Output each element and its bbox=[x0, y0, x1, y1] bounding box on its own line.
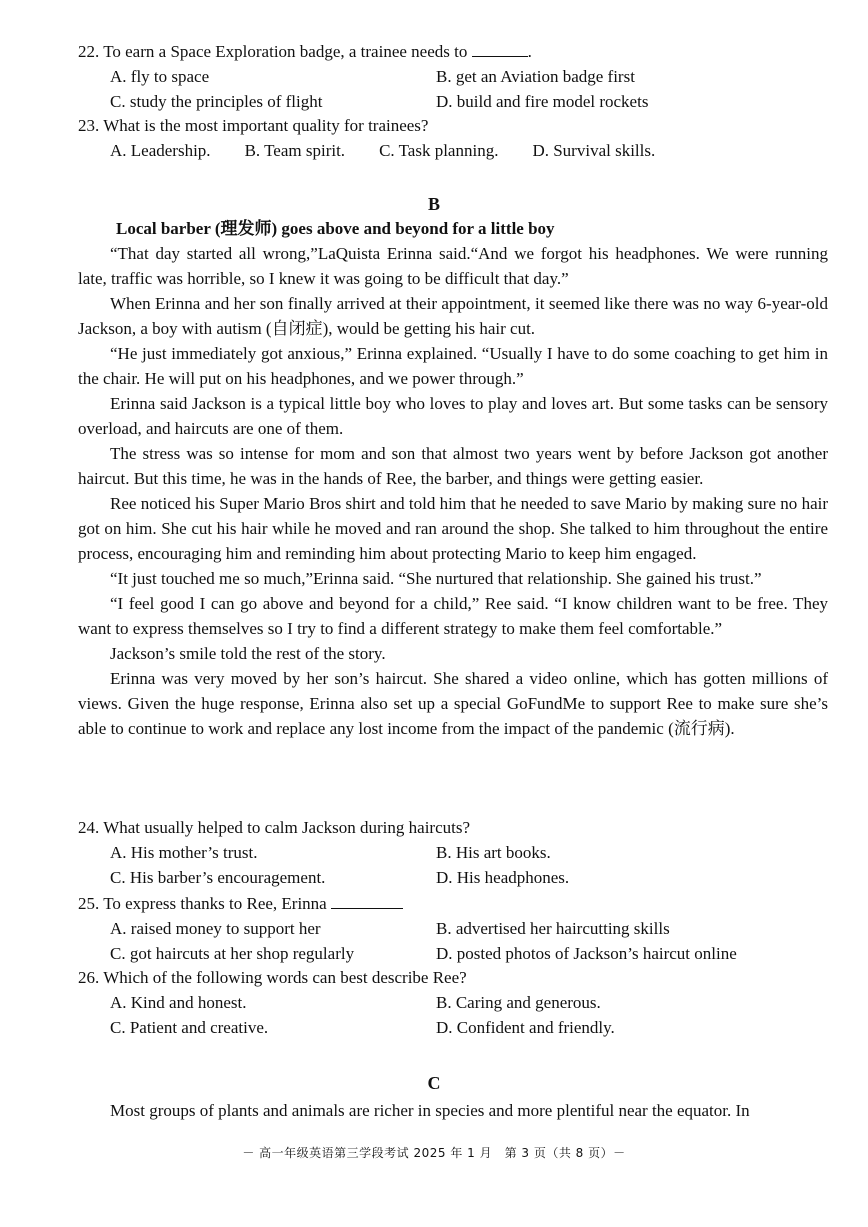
option-a: A. Leadership. bbox=[110, 141, 211, 160]
question-26-options bbox=[78, 990, 838, 1040]
option-b: B. His art books. bbox=[436, 843, 551, 862]
passage-c-body bbox=[78, 1098, 828, 1123]
paragraph: Jackson’s smile told the rest of the story. bbox=[110, 644, 386, 663]
paragraph: “It just touched me so much,”Erinna said. “She nurtured that relationship. She gained his trust.” bbox=[110, 569, 762, 588]
question-22 bbox=[78, 38, 838, 114]
question-22-options bbox=[78, 64, 838, 114]
question-25-text: 25. To express thanks to Ree, Erinna bbox=[78, 894, 327, 913]
question-26-stem: 26. Which of the following words can best describe Ree? bbox=[78, 968, 467, 987]
option-a: A. raised money to support her bbox=[110, 919, 321, 938]
question-23-options bbox=[78, 138, 838, 163]
paragraph: “He just immediately got anxious,” Erinna explained. “Usually I have to do some coaching to get him in the chair. He will put on his headphones, and we power through.” bbox=[78, 344, 828, 388]
question-22-period: . bbox=[527, 42, 532, 61]
question-24-stem: 24. What usually helped to calm Jackson during haircuts? bbox=[78, 818, 471, 837]
option-c: C. Patient and creative. bbox=[110, 1018, 269, 1037]
option-c: C. His barber’s encouragement. bbox=[110, 868, 326, 887]
paragraph: “That day started all wrong,”LaQuista Erinna said.“And we forgot his headphones. We were running late, traffic was horrible, so I knew it was going to be difficult that day.” bbox=[78, 244, 828, 288]
question-25-options bbox=[78, 916, 838, 966]
page-footer: － 高一年级英语第三学段考试 2025 年 1 月 第 3 页（共 8 页）－ bbox=[242, 1146, 626, 1160]
paragraph: Erinna was very moved by her son’s haircut. She shared a video online, which has gotten millions of views. Given the huge response, Erinna also set up a special GoFundMe to support Ree to make sure she’s able to continue to work and replace any lost income from the impact of the pandemic (流行病). bbox=[78, 669, 828, 738]
section-c-heading: C bbox=[427, 1073, 441, 1093]
option-c: C. study the principles of flight bbox=[110, 92, 323, 111]
option-b: B. Team spirit. bbox=[244, 141, 346, 160]
paragraph: Erinna said Jackson is a typical little boy who loves to play and loves art. But some tasks can be sensory overload, and haircuts are one of them. bbox=[78, 394, 828, 438]
question-24 bbox=[78, 815, 838, 890]
passage-b-body bbox=[78, 241, 828, 741]
answer-blank bbox=[472, 38, 528, 57]
question-25 bbox=[78, 890, 838, 966]
paragraph: Ree noticed his Super Mario Bros shirt and told him that he needed to save Mario by making sure no hair got on him. She cut his hair while he moved and ran around the shop. She talked to him throughout the entire process, encouraging him and reminding him about protecting Mario to keep him engaged. bbox=[78, 494, 828, 563]
option-a: A. Kind and honest. bbox=[110, 993, 247, 1012]
question-25-stem bbox=[78, 890, 838, 916]
answer-blank bbox=[331, 890, 403, 909]
option-d: D. His headphones. bbox=[436, 868, 570, 887]
option-c: C. Task planning. bbox=[379, 141, 499, 160]
question-26 bbox=[78, 965, 838, 1040]
question-23-stem: 23. What is the most important quality for trainees? bbox=[78, 116, 429, 135]
question-24-options bbox=[78, 840, 838, 890]
paragraph: When Erinna and her son finally arrived at their appointment, it seemed like there was no way 6-year-old Jackson, a boy with autism (自闭症), would be getting his hair cut. bbox=[78, 294, 828, 338]
option-d: D. Confident and friendly. bbox=[436, 1018, 615, 1037]
option-a: A. His mother’s trust. bbox=[110, 843, 258, 862]
paragraph: Most groups of plants and animals are richer in species and more plentiful near the equator. In bbox=[110, 1101, 750, 1120]
option-d: D. build and fire model rockets bbox=[436, 92, 649, 111]
question-23 bbox=[78, 113, 838, 163]
option-a: A. fly to space bbox=[110, 67, 210, 86]
option-b: B. get an Aviation badge first bbox=[436, 67, 635, 86]
paragraph: The stress was so intense for mom and son that almost two years went by before Jackson got another haircut. But this time, he was in the hands of Ree, the barber, and things were getting easier. bbox=[78, 444, 828, 488]
paragraph: “I feel good I can go above and beyond for a child,” Ree said. “I know children want to be free. They want to express themselves so I try to find a different strategy to make them feel comfortable.” bbox=[78, 594, 828, 638]
question-22-text: 22. To earn a Space Exploration badge, a trainee needs to bbox=[78, 42, 468, 61]
question-22-stem bbox=[78, 38, 838, 64]
option-d: D. Survival skills. bbox=[532, 141, 656, 160]
option-b: B. Caring and generous. bbox=[436, 993, 601, 1012]
section-b-heading: B bbox=[427, 194, 440, 214]
option-d: D. posted photos of Jackson’s haircut online bbox=[436, 944, 737, 963]
option-c: C. got haircuts at her shop regularly bbox=[110, 944, 355, 963]
passage-b-title: Local barber (理发师) goes above and beyond for a little boy bbox=[116, 219, 555, 238]
option-b: B. advertised her haircutting skills bbox=[436, 919, 670, 938]
